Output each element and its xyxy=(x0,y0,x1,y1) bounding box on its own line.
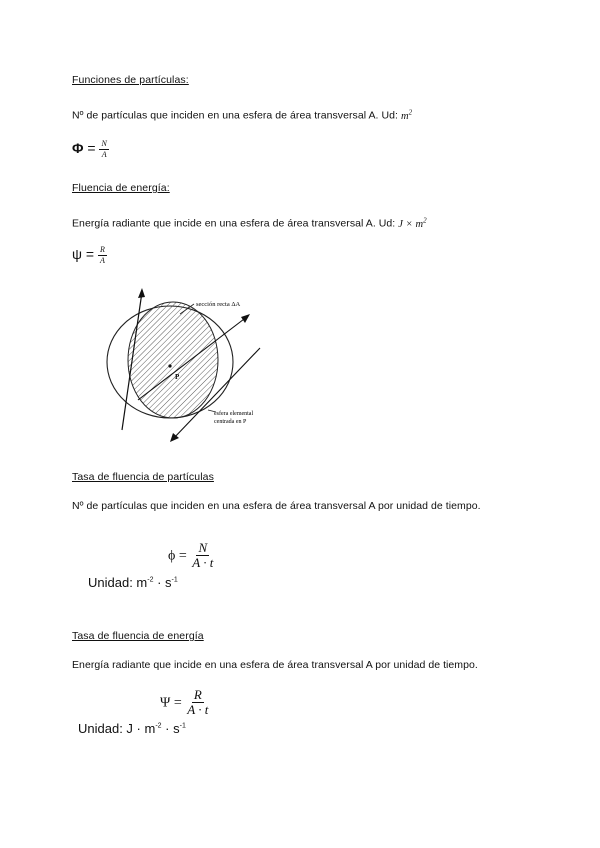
text-energy-fluence xyxy=(72,216,427,230)
point-p-marker xyxy=(168,364,171,367)
text-energy-fluence-rate: Energía radiante que incide en una esfera de área transversal A por unidad de tiempo. xyxy=(72,659,478,671)
heading-energy-fluence-rate: Tasa de fluencia de energía xyxy=(72,630,204,642)
equation-phi: Φ = $\frac{N}{A}$ xyxy=(72,139,107,159)
ray-arrowhead-1 xyxy=(138,288,145,298)
equation-psi-rate: Ψ = $\frac{R}{A \cdot t}$ xyxy=(160,687,209,718)
ray-arrowhead-2 xyxy=(241,314,250,323)
equation-psi: ψ = $\frac{R}{A}$ xyxy=(72,245,105,265)
heading-particle-functions: Funciones de partículas: xyxy=(72,74,189,86)
unit-particle-functions: $m^2$ xyxy=(400,108,413,122)
equation-phi-rate: ϕ = $\frac{N}{A \cdot t}$ xyxy=(168,540,214,571)
text-particle-functions-body: Nº de partículas que inciden en una esfera de área transversal A. Ud: xyxy=(72,109,398,122)
text-particle-functions xyxy=(72,108,412,122)
unit-particle-fluence-rate: Unidad: $m^{-2} \cdot s^{-1}$ xyxy=(88,575,178,590)
unit-energy-fluence-rate: Unidad: $J \cdot m^{-2} \cdot s^{-1}$ xyxy=(78,721,186,736)
text-particle-fluence-rate: Nº de partículas que inciden en una esfera de área transversal A por unidad de tiempo. xyxy=(72,500,481,512)
heading-energy-fluence: Fluencia de energía: xyxy=(72,182,170,194)
point-p-label: P xyxy=(175,373,180,381)
text-energy-fluence-body: Energía radiante que incide en una esfera de área transversal A. Ud: xyxy=(72,217,396,230)
heading-particle-fluence-rate: Tasa de fluencia de partículas xyxy=(72,471,214,483)
label-sphere-line2: centrada en P xyxy=(214,419,247,425)
label-section: sección recta ΔA xyxy=(196,301,241,308)
cross-section-area xyxy=(128,302,218,418)
label-sphere-line1: esfera elemental xyxy=(214,411,254,417)
fluence-sphere-figure xyxy=(100,282,300,448)
unit-energy-fluence: $J \times m^2$ xyxy=(398,216,427,230)
